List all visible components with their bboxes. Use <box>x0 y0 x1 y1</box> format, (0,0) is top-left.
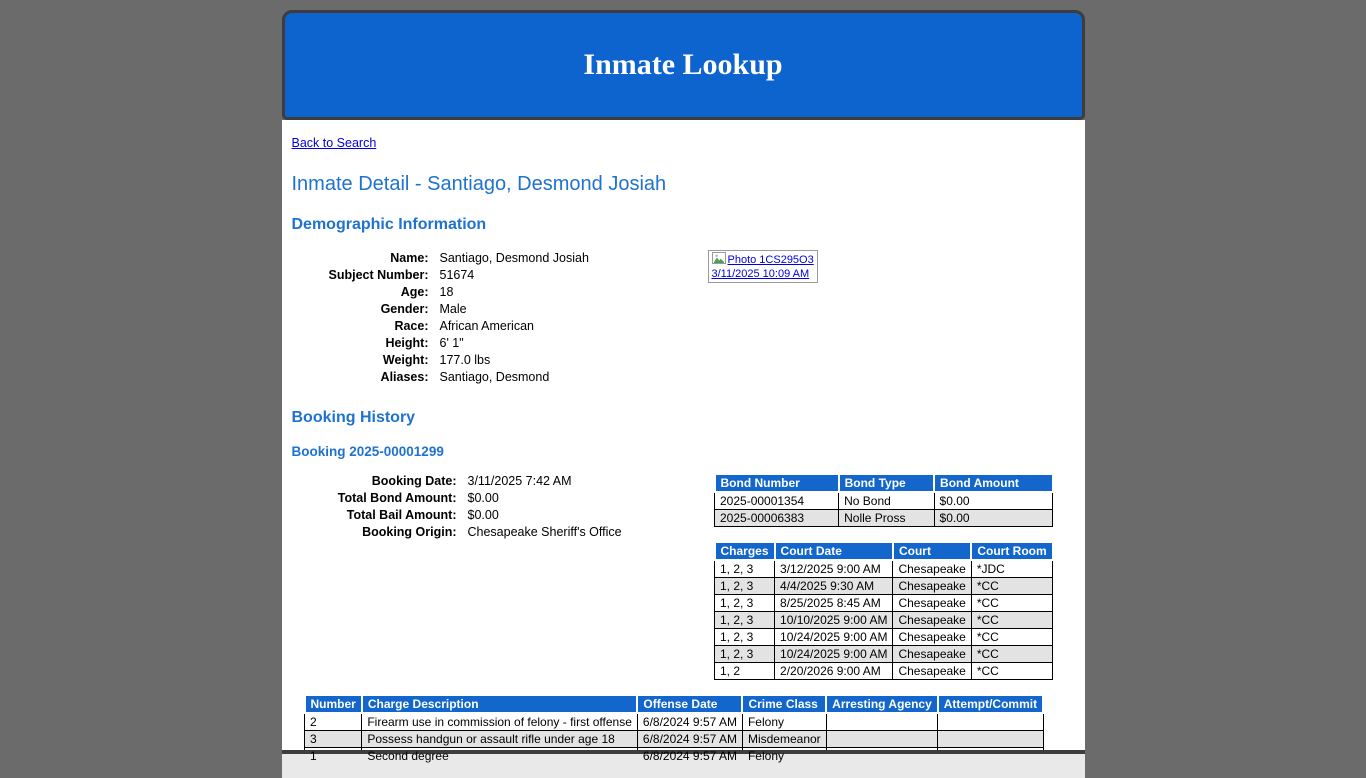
table-row <box>715 492 1053 510</box>
booking-history-heading: Booking History <box>291 409 416 426</box>
table-cell: Chesapeake <box>893 560 971 578</box>
field-label: Booking Date: <box>371 474 457 488</box>
table-cell <box>938 713 1043 731</box>
back-to-search-link[interactable]: Back to Search <box>291 136 377 150</box>
field-value: 51674 <box>439 268 475 282</box>
column-header: Court Date <box>775 542 893 560</box>
field-row <box>292 524 714 541</box>
table-cell: Firearm use in commission of felony - first offense <box>362 713 638 731</box>
table-cell: 8/25/2025 8:45 AM <box>775 595 893 612</box>
column-header: Bond Type <box>839 474 934 492</box>
field-value: 177.0 lbs <box>439 353 491 367</box>
table-cell: Chesapeake <box>893 612 971 629</box>
field-label: Gender: <box>380 302 429 316</box>
table-cell: 2/20/2026 9:00 AM <box>775 663 893 680</box>
column-header: Offense Date <box>637 695 742 713</box>
field-value: 18 <box>439 285 454 299</box>
table-cell: *CC <box>971 663 1052 680</box>
field-label: Aliases: <box>380 370 429 384</box>
field-label: Race: <box>394 319 429 333</box>
field-value: $0.00 <box>467 491 499 505</box>
table-cell: Chesapeake <box>893 578 971 595</box>
field-label: Name: <box>390 251 429 265</box>
field-value: African American <box>439 319 534 333</box>
photo-label: Photo 1CS295O3 <box>727 254 814 266</box>
table-cell: *CC <box>971 595 1052 612</box>
table-row <box>715 646 1053 663</box>
field-label: Height: <box>385 336 429 350</box>
field-label: Age: <box>400 285 429 299</box>
column-header: Charges <box>715 542 775 560</box>
field-label: Weight: <box>382 353 429 367</box>
table-row <box>715 663 1053 680</box>
back-row <box>292 134 1075 152</box>
field-row <box>292 335 708 352</box>
booking-number-heading: Booking 2025-00001299 <box>291 444 444 459</box>
table-cell: 1, 2, 3 <box>715 646 775 663</box>
table-cell: 3 <box>305 731 362 748</box>
table-cell: 6/8/2024 9:57 AM <box>637 748 742 765</box>
table-cell: 1, 2 <box>715 663 775 680</box>
column-header: Bond Number <box>715 474 839 492</box>
field-value: 3/11/2025 7:42 AM <box>467 474 572 488</box>
table-cell: Chesapeake <box>893 646 971 663</box>
table-row <box>715 612 1053 629</box>
field-row <box>292 250 708 267</box>
bond-table <box>714 473 1054 527</box>
table-row <box>305 713 1044 731</box>
table-cell: Misdemeanor <box>742 731 826 748</box>
column-header: Crime Class <box>742 695 826 713</box>
column-header: Arresting Agency <box>826 695 938 713</box>
table-row <box>715 510 1053 527</box>
field-row <box>292 369 708 386</box>
table-cell: No Bond <box>839 492 934 510</box>
table-row <box>715 578 1053 595</box>
table-row <box>715 629 1053 646</box>
table-cell: *CC <box>971 646 1052 663</box>
column-header: Attempt/Commit <box>938 695 1043 713</box>
table-cell: Chesapeake <box>893 629 971 646</box>
table-cell: 1, 2, 3 <box>715 612 775 629</box>
column-header: Court <box>893 542 971 560</box>
table-cell: $0.00 <box>934 510 1053 527</box>
inmate-detail-heading: Inmate Detail - Santiago, Desmond Josiah <box>291 173 667 195</box>
demographics-row <box>292 250 1075 386</box>
field-label: Total Bond Amount: <box>337 491 457 505</box>
table-cell: 10/24/2025 9:00 AM <box>775 646 893 663</box>
table-cell: 3/12/2025 9:00 AM <box>775 560 893 578</box>
field-label: Total Bail Amount: <box>346 508 457 522</box>
column-header: Court Room <box>971 542 1052 560</box>
table-cell: 2 <box>305 713 362 731</box>
field-value: Male <box>439 302 467 316</box>
field-row <box>292 267 708 284</box>
header-row <box>305 695 1044 713</box>
table-cell: $0.00 <box>934 492 1053 510</box>
photo-timestamp: 3/11/2025 10:09 AM <box>711 268 810 280</box>
court-dates-table <box>714 541 1054 680</box>
field-value: Santiago, Desmond <box>439 370 550 384</box>
table-cell: *CC <box>971 578 1052 595</box>
booking-tables <box>714 473 1054 680</box>
demographic-information-heading: Demographic Information <box>291 216 487 233</box>
table-cell: 1 <box>305 748 362 765</box>
field-label: Subject Number: <box>328 268 429 282</box>
table-cell: 6/8/2024 9:57 AM <box>637 713 742 731</box>
field-row <box>292 507 714 524</box>
table-cell: Chesapeake <box>893 595 971 612</box>
table-cell: 10/24/2025 9:00 AM <box>775 629 893 646</box>
booking-row <box>292 473 1075 680</box>
field-value: $0.00 <box>467 508 499 522</box>
table-cell: 1, 2, 3 <box>715 578 775 595</box>
table-cell <box>826 713 938 731</box>
table-cell: Chesapeake <box>893 663 971 680</box>
field-label: Booking Origin: <box>362 525 457 539</box>
content-area <box>282 120 1085 763</box>
field-value: Chesapeake Sheriff's Office <box>467 525 622 539</box>
table-cell: 1, 2, 3 <box>715 560 775 578</box>
table-cell <box>826 731 938 748</box>
photo-link-line1 <box>712 252 814 267</box>
table-row <box>715 560 1053 578</box>
header-row <box>715 542 1053 560</box>
header-row <box>715 474 1053 492</box>
table-cell: 10/10/2025 9:00 AM <box>775 612 893 629</box>
field-row <box>292 473 714 490</box>
page-title: Inmate Lookup <box>583 48 783 81</box>
table-cell: Second degree <box>362 748 638 765</box>
table-row <box>305 731 1044 748</box>
field-value: 6' 1" <box>439 336 464 350</box>
table-cell: *CC <box>971 629 1052 646</box>
table-cell: 1, 2, 3 <box>715 629 775 646</box>
demographic-fields <box>292 250 708 386</box>
column-header: Bond Amount <box>934 474 1053 492</box>
field-row <box>292 301 708 318</box>
field-row <box>292 318 708 335</box>
table-cell <box>938 731 1043 748</box>
table-cell: 2025-00001354 <box>715 492 839 510</box>
table-cell: Felony <box>742 748 826 765</box>
field-row <box>292 352 708 369</box>
table-cell: Possess handgun or assault rifle under age 18 <box>362 731 638 748</box>
main-card <box>282 10 1085 778</box>
table-cell: 6/8/2024 9:57 AM <box>637 731 742 748</box>
photo-link[interactable] <box>708 250 818 283</box>
field-row <box>292 284 708 301</box>
table-cell: 4/4/2025 9:30 AM <box>775 578 893 595</box>
table-cell: Felony <box>742 713 826 731</box>
table-cell: Nolle Pross <box>839 510 934 527</box>
broken-image-icon <box>712 252 726 266</box>
page-header <box>282 10 1085 120</box>
table-row <box>715 595 1053 612</box>
table-cell: 1, 2, 3 <box>715 595 775 612</box>
column-header: Charge Description <box>362 695 638 713</box>
table-cell: 2025-00006383 <box>715 510 839 527</box>
column-header: Number <box>305 695 362 713</box>
field-row <box>292 490 714 507</box>
field-value: Santiago, Desmond Josiah <box>439 251 589 265</box>
table-cell: *CC <box>971 612 1052 629</box>
table-cell: *JDC <box>971 560 1052 578</box>
booking-fields <box>292 473 714 541</box>
